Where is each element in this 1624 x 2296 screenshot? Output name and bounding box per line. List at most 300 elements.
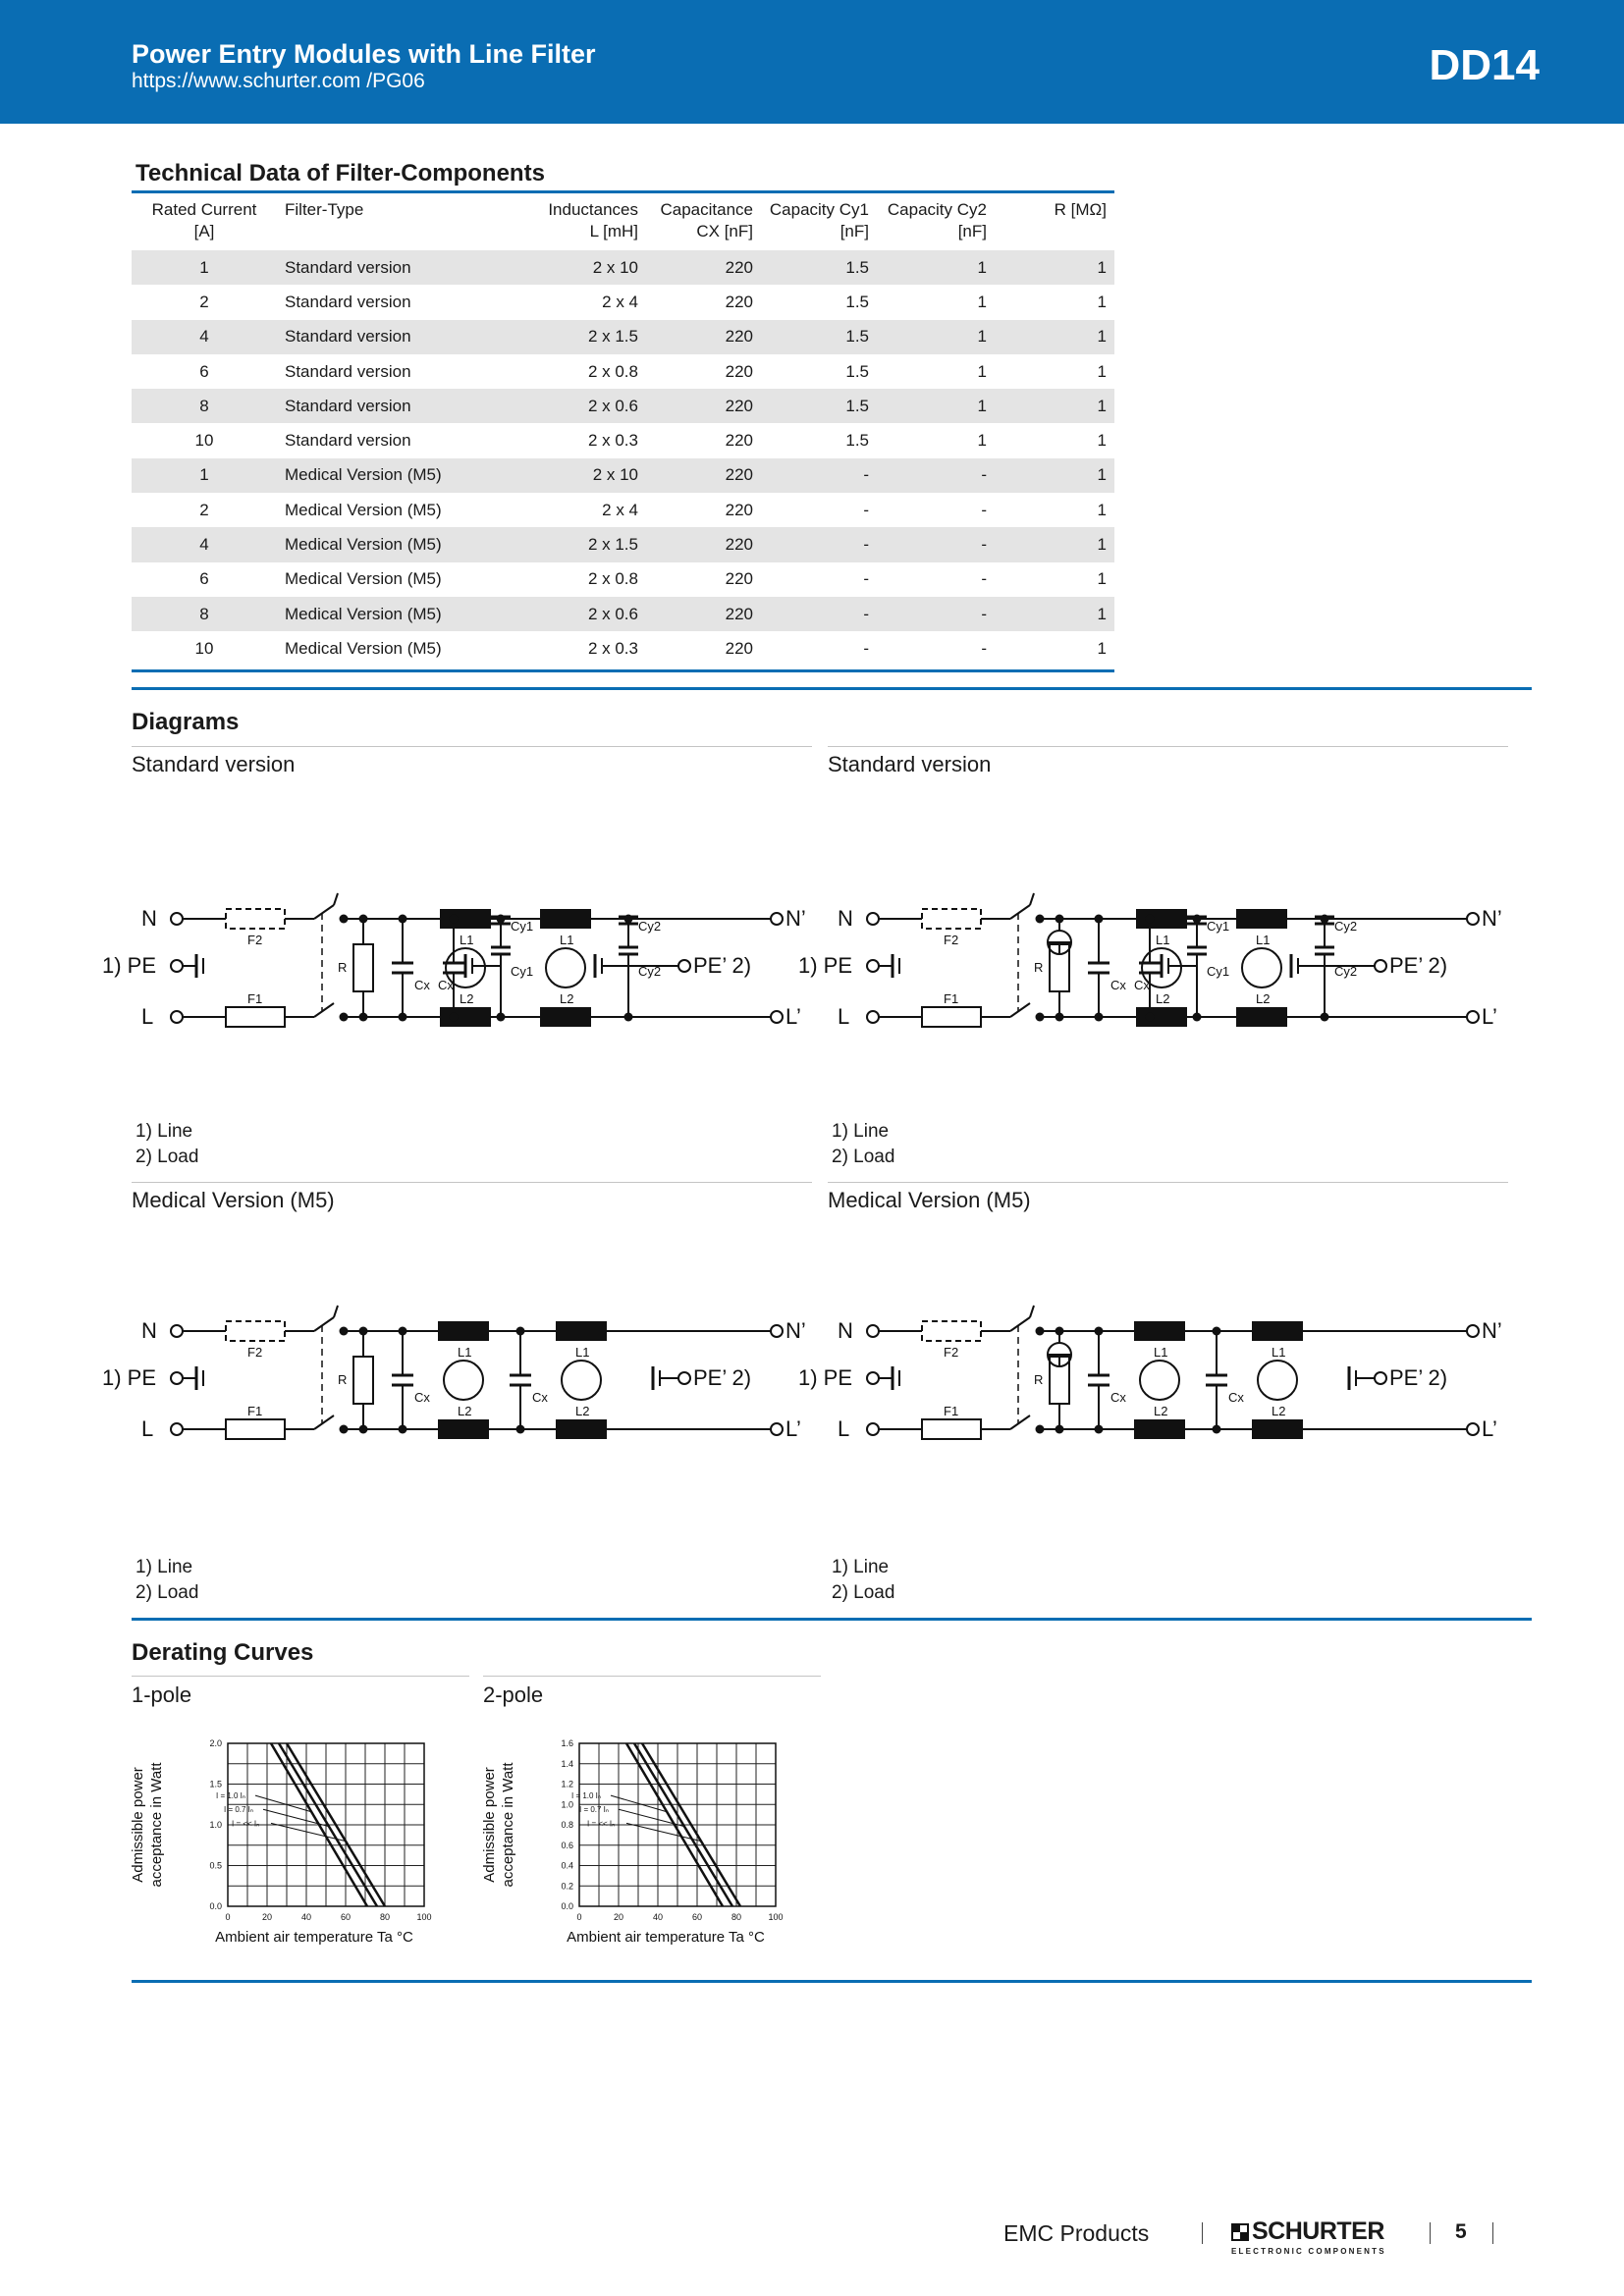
choke-winding-icon xyxy=(556,1321,607,1341)
fuse-f1-icon xyxy=(226,1007,285,1027)
diagram-notes xyxy=(832,1119,894,1170)
cell-cy2: - xyxy=(981,569,987,589)
terminal-pe-label: 1) PE xyxy=(798,1365,853,1390)
col-header-line1: R [MΩ] xyxy=(1054,200,1107,219)
page-number: 5 xyxy=(1455,2220,1467,2243)
choke-label: L1 xyxy=(1256,933,1271,947)
cell-cy2: - xyxy=(877,527,995,561)
y-tick-label: 0.8 xyxy=(561,1820,573,1830)
terminal-l-out-label: L’ xyxy=(785,1004,801,1029)
y-tick-label: 1.6 xyxy=(561,1738,573,1748)
terminal-icon xyxy=(771,1011,783,1023)
choke-core-icon xyxy=(1140,1361,1179,1400)
cell-cy1: 1.5 xyxy=(761,389,877,423)
cell-cy2: - xyxy=(981,500,987,519)
series-label: I = 0.7 Iₙ xyxy=(224,1805,254,1815)
col-header-line1: Capacitance xyxy=(660,200,753,219)
cell-filter-type: Medical Version (M5) xyxy=(285,569,442,589)
switch-actuator xyxy=(334,893,338,905)
footer-divider xyxy=(1430,2222,1431,2244)
y-tick-label: 1.4 xyxy=(561,1758,573,1769)
choke-label: L1 xyxy=(458,1345,472,1360)
diagram-title: Medical Version (M5) xyxy=(828,1188,1031,1212)
terminal-pe-out-label: PE’ 2) xyxy=(693,953,752,978)
note-line: 1) Line xyxy=(832,1121,890,1142)
series-leader-line xyxy=(271,1823,346,1841)
choke-core-icon xyxy=(1258,1361,1297,1400)
diagram-title: Medical Version (M5) xyxy=(132,1188,335,1212)
table-row xyxy=(132,458,1114,493)
footer-divider xyxy=(1202,2222,1203,2244)
cell-cy1: - xyxy=(863,500,869,519)
fuse-label: F1 xyxy=(944,991,959,1006)
y-tick-label: 0.4 xyxy=(561,1860,573,1871)
cell-filter-type: Medical Version (M5) xyxy=(277,527,489,561)
schurter-logo xyxy=(1231,2217,1386,2256)
terminal-icon xyxy=(171,1423,183,1435)
cell-inductance: 2 x 4 xyxy=(602,292,638,311)
diagram-title: Standard version xyxy=(828,752,992,776)
cell-cy1: - xyxy=(761,597,877,631)
diagram-title: Standard version xyxy=(132,752,296,776)
y-axis-title: Admissible power xyxy=(481,1767,498,1883)
terminal-n-label: N xyxy=(838,1318,853,1343)
x-tick-label: 60 xyxy=(340,1912,352,1922)
capacitor-label: Cy2 xyxy=(638,964,662,979)
note-load: 2) Load xyxy=(135,1147,199,1167)
derating-chart-1-pole xyxy=(128,1735,452,1944)
choke-label: L1 xyxy=(1272,1345,1286,1360)
cell-inductance: 2 x 1.5 xyxy=(489,527,646,561)
cell-cy1: 1.5 xyxy=(761,250,877,285)
y-tick-label: 1.0 xyxy=(561,1799,573,1810)
choke-winding-icon xyxy=(1236,1007,1287,1027)
series-label: I = 1.0 Iₙ xyxy=(216,1791,246,1801)
fuse-label: F1 xyxy=(247,991,263,1006)
cell-inductance: 2 x 1.5 xyxy=(489,320,646,354)
col-header-filter-type xyxy=(277,193,489,250)
choke-winding-icon xyxy=(438,1321,489,1341)
cell-resistance: 1 xyxy=(1097,500,1107,519)
junction-dot xyxy=(1321,1013,1329,1022)
cell-cy1: - xyxy=(761,458,877,493)
cell-inductance: 2 x 0.3 xyxy=(587,431,638,451)
choke-winding-icon xyxy=(440,1007,491,1027)
y-tick-label: 0.6 xyxy=(561,1840,573,1850)
table-row xyxy=(132,597,1114,631)
cell-filter-type: Standard version xyxy=(285,361,411,381)
col-header-line2: [nF] xyxy=(957,222,987,240)
terminal-l-out-label: L’ xyxy=(1482,1004,1497,1029)
switch-actuator xyxy=(334,1306,338,1317)
note-line: 1) Line xyxy=(135,1121,193,1142)
cell-filter-type: Standard version xyxy=(285,292,411,311)
table-row xyxy=(132,527,1114,561)
fuse-f1-icon xyxy=(922,1007,981,1027)
footer-divider xyxy=(1492,2222,1493,2244)
cell-capacitance: 220 xyxy=(725,361,753,381)
cell-rated-current: 2 xyxy=(199,292,209,311)
derating-title: Derating Curves xyxy=(132,1639,314,1666)
table-row xyxy=(132,423,1114,457)
cell-resistance: 1 xyxy=(995,458,1114,493)
cell-rated-current: 4 xyxy=(132,527,277,561)
terminal-icon xyxy=(678,1372,690,1384)
choke-winding-icon xyxy=(556,1419,607,1439)
choke-label: L2 xyxy=(1256,991,1271,1006)
col-header-line2: CX [nF] xyxy=(696,222,753,240)
x-tick-label: 100 xyxy=(416,1912,432,1922)
col-header-cy2 xyxy=(877,193,995,250)
capacitor-label: Cx xyxy=(414,1390,430,1405)
y-tick-label: 0.0 xyxy=(209,1901,222,1911)
cell-capacitance: 220 xyxy=(725,500,753,519)
cell-inductance: 2 x 0.8 xyxy=(587,569,638,589)
capacitor-label: Cx xyxy=(438,978,454,992)
diagram-rule xyxy=(828,1182,1508,1183)
junction-dot xyxy=(450,1013,459,1022)
switch-contact xyxy=(1010,1317,1030,1331)
col-header-inductances xyxy=(489,193,646,250)
x-tick-label: 0 xyxy=(576,1912,582,1922)
terminal-l-label: L xyxy=(838,1004,850,1029)
x-tick-label: 20 xyxy=(261,1912,273,1922)
cell-resistance: 1 xyxy=(1097,361,1107,381)
terminal-icon xyxy=(1375,1372,1386,1384)
x-tick-label: 80 xyxy=(731,1912,742,1922)
derating-chart-2-pole xyxy=(479,1735,803,1944)
tech-table-header-row xyxy=(132,193,1114,250)
col-header-line1: Rated Current xyxy=(151,200,257,219)
choke-label: L2 xyxy=(575,1404,590,1418)
cell-cy2: - xyxy=(877,597,995,631)
capacitor-label: Cy1 xyxy=(1207,964,1230,979)
series-label: I = << Iₙ xyxy=(232,1819,260,1829)
choke-label: L1 xyxy=(1156,933,1170,947)
junction-dot xyxy=(624,915,633,924)
junction-dot xyxy=(1193,915,1202,924)
choke-label: L2 xyxy=(1272,1404,1286,1418)
y-tick-label: 1.5 xyxy=(209,1779,222,1789)
cell-rated-current: 10 xyxy=(194,431,214,451)
terminal-l-label: L xyxy=(141,1416,154,1441)
resistor-icon xyxy=(353,1357,373,1404)
tech-table-body xyxy=(132,250,1114,667)
fuse-f1-icon xyxy=(226,1419,285,1439)
table-row xyxy=(132,354,1114,389)
col-header-line2: [nF] xyxy=(839,222,869,240)
choke-winding-icon xyxy=(1252,1321,1303,1341)
logo-wordmark: SCHURTER xyxy=(1252,2217,1384,2245)
y-axis-title: acceptance in Watt xyxy=(500,1762,516,1888)
terminal-icon xyxy=(171,1372,183,1384)
cell-filter-type: Standard version xyxy=(277,320,489,354)
x-axis-title: Ambient air temperature Ta °C xyxy=(215,1929,413,1946)
fuse-f1-icon xyxy=(922,1419,981,1439)
note-load: 2) Load xyxy=(832,1147,895,1167)
y-tick-label: 0.5 xyxy=(209,1860,222,1871)
y-tick-label: 2.0 xyxy=(209,1738,222,1748)
terminal-icon xyxy=(867,1423,879,1435)
col-header-line1: Filter-Type xyxy=(285,200,364,219)
cell-rated-current: 8 xyxy=(132,597,277,631)
switch-contact xyxy=(1010,1415,1030,1429)
switch-contact xyxy=(1010,1003,1030,1017)
capacitor-label: Cy2 xyxy=(1334,964,1358,979)
junction-dot xyxy=(1146,1013,1155,1022)
cell-rated-current: 4 xyxy=(132,320,277,354)
series-label: I = 0.7 Iₙ xyxy=(579,1805,610,1815)
terminal-l-out-label: L’ xyxy=(785,1416,801,1441)
choke-label: L2 xyxy=(458,1404,472,1418)
junction-dot xyxy=(497,1013,506,1022)
cell-resistance: 1 xyxy=(995,389,1114,423)
table-row xyxy=(132,631,1114,666)
cell-capacitance: 220 xyxy=(725,292,753,311)
product-code: DD14 xyxy=(1429,41,1540,89)
fuse-label: F1 xyxy=(247,1404,263,1418)
terminal-icon xyxy=(1467,1423,1479,1435)
cell-inductance: 2 x 10 xyxy=(489,250,646,285)
choke-label: L2 xyxy=(460,991,474,1006)
table-row xyxy=(132,493,1114,527)
choke-core-icon xyxy=(562,1361,601,1400)
col-header-resistance xyxy=(995,193,1114,250)
cell-resistance: 1 xyxy=(1097,431,1107,451)
terminal-n-out-label: N’ xyxy=(785,906,806,931)
cell-cy1: - xyxy=(761,527,877,561)
cell-filter-type: Standard version xyxy=(277,389,489,423)
cell-rated-current: 1 xyxy=(132,250,277,285)
footer-section: EMC Products xyxy=(1003,2220,1150,2246)
section-divider xyxy=(132,1980,1532,1983)
choke-winding-icon xyxy=(1136,1007,1187,1027)
cell-capacitance: 220 xyxy=(646,527,761,561)
circuit-standard-variant xyxy=(798,864,1511,1060)
terminal-icon xyxy=(771,1423,783,1435)
choke-winding-icon xyxy=(1136,909,1187,929)
cell-resistance: 1 xyxy=(995,250,1114,285)
cell-capacitance: 220 xyxy=(725,569,753,589)
junction-dot xyxy=(497,915,506,924)
cell-resistance: 1 xyxy=(995,597,1114,631)
cell-cy1: - xyxy=(863,569,869,589)
cell-resistance: 1 xyxy=(995,320,1114,354)
cell-rated-current: 2 xyxy=(199,500,209,519)
logo-mark-icon xyxy=(1231,2223,1249,2241)
circuit-medical xyxy=(102,1276,815,1472)
cell-inductance: 2 x 4 xyxy=(602,500,638,519)
switch-contact xyxy=(314,1317,334,1331)
capacitor-label: Cx xyxy=(1228,1390,1244,1405)
cell-cy1: - xyxy=(863,638,869,658)
terminal-pe-label: 1) PE xyxy=(102,953,157,978)
cell-inductance: 2 x 10 xyxy=(489,458,646,493)
terminal-icon xyxy=(1375,960,1386,972)
fuse-f2-icon xyxy=(922,909,981,929)
resistor-icon xyxy=(353,944,373,991)
series-label: I = << Iₙ xyxy=(587,1819,616,1829)
derating-rule xyxy=(132,1676,469,1677)
col-header-line2: L [mH] xyxy=(589,222,638,240)
series-label: I = 1.0 Iₙ xyxy=(571,1791,602,1801)
fuse-label: F2 xyxy=(247,933,263,947)
x-tick-label: 20 xyxy=(613,1912,624,1922)
terminal-pe-out-label: PE’ 2) xyxy=(693,1365,752,1390)
table-row xyxy=(132,389,1114,423)
cell-capacitance: 220 xyxy=(646,320,761,354)
cell-cy1: 1.5 xyxy=(845,292,869,311)
terminal-n-label: N xyxy=(141,906,157,931)
capacitor-label: Cy2 xyxy=(638,919,662,934)
diagram-notes xyxy=(135,1119,198,1170)
terminal-icon xyxy=(1467,1011,1479,1023)
cell-capacitance: 220 xyxy=(725,431,753,451)
cell-cy2: 1 xyxy=(877,320,995,354)
capacitor-label: Cy1 xyxy=(511,964,534,979)
capacitor-label: Cx xyxy=(1134,978,1150,992)
terminal-l-out-label: L’ xyxy=(1482,1416,1497,1441)
resistor-label: R xyxy=(338,1372,348,1387)
terminal-n-label: N xyxy=(838,906,853,931)
cell-inductance: 2 x 0.6 xyxy=(489,389,646,423)
resistor-label: R xyxy=(1034,960,1044,975)
cell-inductance: 2 x 0.8 xyxy=(587,361,638,381)
choke-winding-icon xyxy=(1252,1419,1303,1439)
cell-cy1: 1.5 xyxy=(845,431,869,451)
col-header-capacitance xyxy=(646,193,761,250)
terminal-icon xyxy=(867,1325,879,1337)
col-header-line1: Capacity Cy1 xyxy=(769,200,869,219)
choke-core-icon xyxy=(444,1361,483,1400)
section-divider xyxy=(132,687,1532,690)
col-header-cy1 xyxy=(761,193,877,250)
cell-cy1: 1.5 xyxy=(845,361,869,381)
table-row xyxy=(132,285,1114,319)
switch-contact xyxy=(314,905,334,919)
cell-capacitance: 220 xyxy=(646,458,761,493)
circuit-medical-variant xyxy=(798,1276,1511,1472)
cell-inductance: 2 x 0.3 xyxy=(587,638,638,658)
cell-cy2: 1 xyxy=(877,250,995,285)
cell-cy2: 1 xyxy=(977,292,987,311)
switch-actuator xyxy=(1030,893,1034,905)
terminal-icon xyxy=(867,913,879,925)
capacitor-label: Cy1 xyxy=(511,919,534,934)
tech-data-title: Technical Data of Filter-Components xyxy=(135,160,545,187)
table-row xyxy=(132,320,1114,354)
cell-rated-current: 10 xyxy=(194,638,214,658)
fuse-f2-icon xyxy=(922,1321,981,1341)
terminal-icon xyxy=(171,913,183,925)
cell-filter-type: Standard version xyxy=(277,250,489,285)
table-row xyxy=(132,562,1114,597)
cell-filter-type: Medical Version (M5) xyxy=(277,597,489,631)
diagram-rule xyxy=(132,1182,812,1183)
cell-resistance: 1 xyxy=(1097,292,1107,311)
cell-filter-type: Medical Version (M5) xyxy=(285,638,442,658)
cell-filter-type: Medical Version (M5) xyxy=(285,500,442,519)
section-divider xyxy=(132,1618,1532,1621)
capacitor-label: Cx xyxy=(1110,978,1126,992)
logo-subtext: ELECTRONIC COMPONENTS xyxy=(1231,2247,1386,2256)
choke-winding-icon xyxy=(1134,1321,1185,1341)
choke-label: L1 xyxy=(575,1345,590,1360)
cell-rated-current: 8 xyxy=(132,389,277,423)
cell-cy2: 1 xyxy=(977,431,987,451)
cell-capacitance: 220 xyxy=(725,638,753,658)
junction-dot xyxy=(624,1013,633,1022)
terminal-icon xyxy=(867,1011,879,1023)
terminal-icon xyxy=(771,913,783,925)
capacitor-label: Cx xyxy=(1110,1390,1126,1405)
document-title: Power Entry Modules with Line Filter xyxy=(132,39,596,69)
diagram-notes xyxy=(832,1555,894,1606)
cell-resistance: 1 xyxy=(1097,638,1107,658)
y-tick-label: 1.0 xyxy=(209,1820,222,1830)
cell-filter-type: Medical Version (M5) xyxy=(277,458,489,493)
fuse-label: F1 xyxy=(944,1404,959,1418)
terminal-pe-out-label: PE’ 2) xyxy=(1389,953,1448,978)
choke-label: L1 xyxy=(460,933,474,947)
y-tick-label: 0.0 xyxy=(561,1901,573,1911)
cell-filter-type: Standard version xyxy=(285,431,411,451)
terminal-icon xyxy=(171,1011,183,1023)
cell-capacitance: 220 xyxy=(646,597,761,631)
col-header-line1: Inductances xyxy=(548,200,638,219)
x-tick-label: 40 xyxy=(652,1912,664,1922)
document-url[interactable]: https://www.schurter.com /PG06 xyxy=(132,70,425,92)
resistor-label: R xyxy=(338,960,348,975)
fuse-label: F2 xyxy=(944,933,959,947)
choke-label: L1 xyxy=(1154,1345,1168,1360)
circuit-standard xyxy=(102,864,815,1060)
col-header-line1: Capacity Cy2 xyxy=(887,200,987,219)
col-header-line2: [A] xyxy=(193,222,215,240)
resistor-label: R xyxy=(1034,1372,1044,1387)
diagrams-title: Diagrams xyxy=(132,709,240,735)
capacitor-label: Cx xyxy=(532,1390,548,1405)
x-tick-label: 100 xyxy=(768,1912,784,1922)
terminal-n-out-label: N’ xyxy=(1482,1318,1502,1343)
switch-contact xyxy=(1010,905,1030,919)
x-axis-title: Ambient air temperature Ta °C xyxy=(567,1929,765,1946)
cell-cy2: 1 xyxy=(977,361,987,381)
choke-label: L2 xyxy=(560,991,574,1006)
cell-inductance: 2 x 0.6 xyxy=(489,597,646,631)
y-tick-label: 1.2 xyxy=(561,1779,573,1789)
terminal-pe-out-label: PE’ 2) xyxy=(1389,1365,1448,1390)
choke-core-icon xyxy=(546,948,585,988)
cell-cy2: - xyxy=(981,638,987,658)
col-header-rated-current xyxy=(132,193,277,250)
cell-capacitance: 220 xyxy=(646,250,761,285)
choke-winding-icon xyxy=(438,1419,489,1439)
derating-subtitle: 2-pole xyxy=(483,1682,544,1707)
diagram-rule xyxy=(828,746,1508,747)
note-load: 2) Load xyxy=(832,1582,895,1603)
capacitor-label: Cx xyxy=(414,978,430,992)
tech-table-bottom-rule xyxy=(132,669,1114,672)
cell-resistance: 1 xyxy=(1097,569,1107,589)
terminal-n-out-label: N’ xyxy=(785,1318,806,1343)
choke-label: L2 xyxy=(1156,991,1170,1006)
junction-dot xyxy=(1146,915,1155,924)
y-axis-title: Admissible power xyxy=(130,1767,146,1883)
switch-contact xyxy=(314,1415,334,1429)
terminal-icon xyxy=(867,960,879,972)
y-axis-title: acceptance in Watt xyxy=(148,1762,165,1888)
